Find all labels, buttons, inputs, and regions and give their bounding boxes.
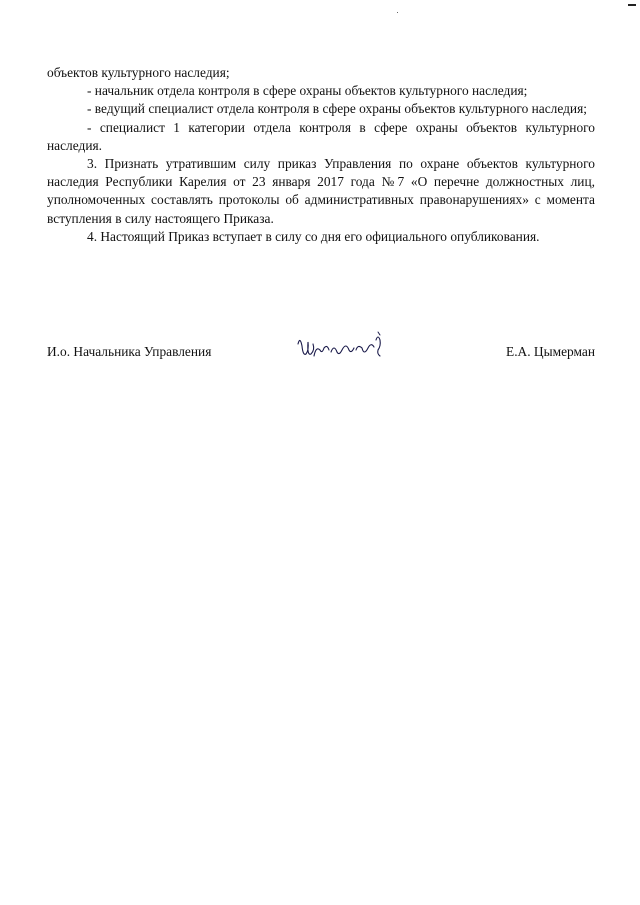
paragraph-item-3: 3. Признать утратившим силу приказ Управления по охране объектов культурного наследия Республики Карелия от 23 января 2017 года №7 «О перечне должностных лиц, уполномоченных составлять протоколы об административных правонарушениях» с момента вступления в силу настоящего Приказа.: [47, 156, 595, 226]
document-body: [47, 64, 595, 246]
signatory-name: Е.А. Цымерман: [506, 344, 595, 359]
paragraph-specialist-cat1: - специалист 1 категории отдела контроля в сфере охраны объектов культурного наследия.: [47, 119, 595, 153]
paragraph-head-of-control: - начальник отдела контроля в сфере охраны объектов культурного наследия;: [87, 83, 528, 99]
signature-block: [47, 338, 595, 368]
paragraph-heritage-end: объектов культурного наследия;: [47, 65, 230, 80]
paragraph-lead-specialist: - ведущий специалист отдела контроля в сфере охраны объектов культурного наследия;: [87, 101, 587, 117]
scan-speck: [397, 12, 398, 13]
handwritten-signature: [294, 330, 389, 366]
scan-edge-mark: [628, 4, 636, 6]
paragraph-item-4: 4. Настоящий Приказ вступает в силу со дня его официального опубликования.: [87, 228, 540, 244]
signatory-position: И.о. Начальника Управления: [47, 344, 212, 359]
